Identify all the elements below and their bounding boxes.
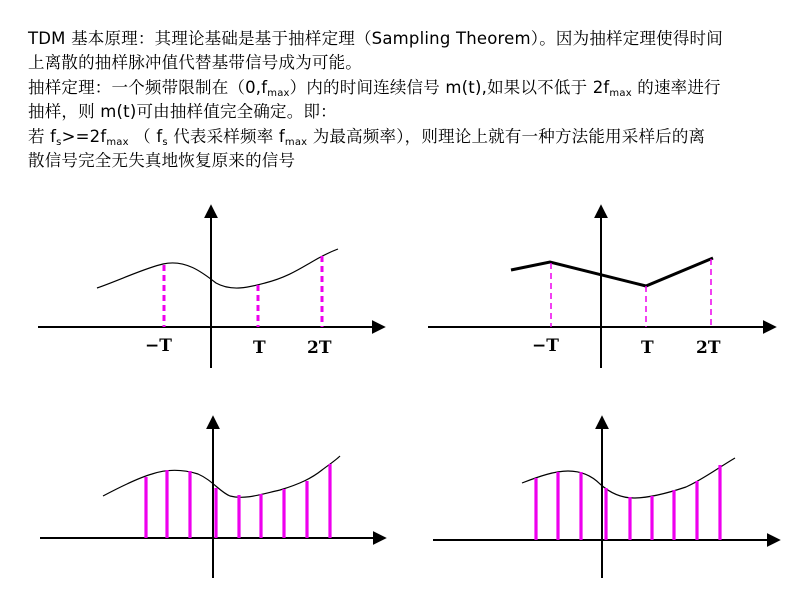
signal-curve — [522, 458, 735, 498]
panel-dense-sampling — [40, 418, 384, 578]
reconstructed-polyline — [511, 258, 713, 286]
panel-polyline-reconstruction — [428, 207, 774, 368]
signal-curve — [103, 456, 340, 497]
tick-label-2t: 2T — [696, 338, 721, 358]
tick-label-t: T — [641, 338, 654, 358]
text-line-3: 抽样定理：一个频带限制在$(0,f_{max})$内的时间连续信号 m(t),如果以不低于 $2f_{max}$ 的速率进行 — [28, 77, 721, 99]
text-line-4: 抽样，则 m(t)可由抽样值完全确定。即： — [28, 102, 337, 122]
tick-label-neg-t: −T — [532, 336, 559, 356]
tick-label-2t: 2T — [307, 338, 332, 358]
tick-label-t: T — [253, 338, 266, 358]
panel-dense-sampling-2 — [433, 418, 778, 578]
text-line-1: TDM 基本原理：其理论基础是基于抽样定理（Sampling Theorem）。因为抽样定理使得时间 — [28, 29, 723, 48]
panel-continuous-samples — [38, 207, 383, 368]
text-line-6: 散信号完全无失真地恢复原来的信号 — [28, 151, 296, 171]
signal-curve — [97, 249, 338, 288]
text-line-5: 若 $f_s>=2f_{max}$ （ $f_s$ 代表采样频率 $f_{max}$ 为最高频率），则理论上就有一种方法能用采样后的离 — [28, 126, 706, 148]
tick-label-neg-t: −T — [145, 336, 172, 356]
text-line-2: 上离散的抽样脉冲值代替基带信号成为可能。 — [28, 53, 362, 73]
